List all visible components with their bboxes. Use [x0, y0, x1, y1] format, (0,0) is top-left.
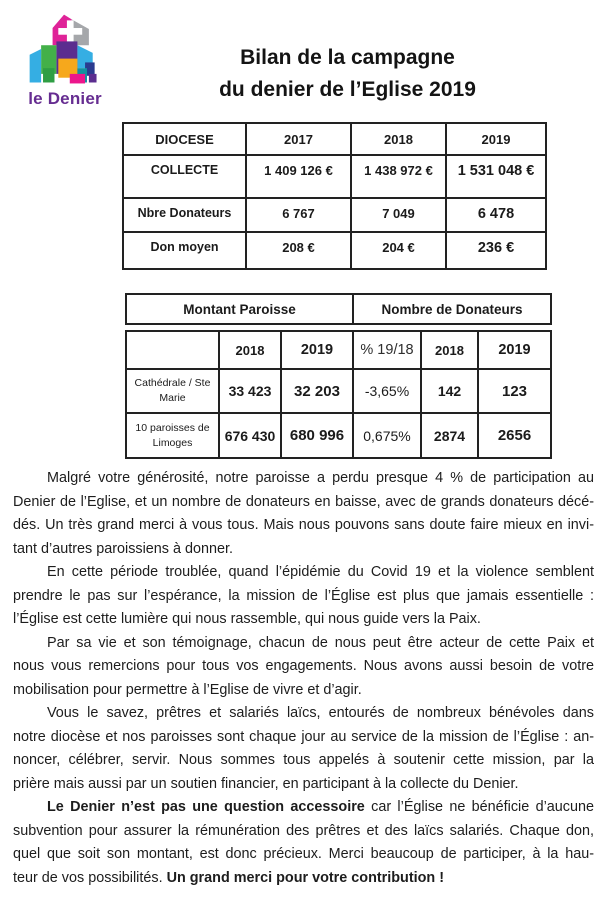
paroisse-table-header — [125, 293, 552, 325]
value-cell: 32 203 — [281, 369, 353, 413]
text-segment: notre diocèse et nos paroisses sont chaque jour au service de la mission de l’Église : an- — [13, 728, 594, 745]
header-cell: 2019 — [281, 331, 353, 369]
header-cell: 2017 — [246, 123, 351, 155]
body-text — [13, 467, 594, 890]
text-segment: l’Église est cette lumière qui nous rassemble, qui nous guide vers la Paix. — [13, 611, 481, 627]
row-label-cell: Don moyen — [123, 232, 246, 269]
table-row — [126, 331, 551, 369]
header-cell: 2018 — [421, 331, 478, 369]
value-cell: 123 — [478, 369, 551, 413]
row-label-cell: 10 paroisses de Limoges — [126, 413, 219, 458]
body-line — [13, 843, 594, 867]
body-line — [13, 773, 594, 797]
header-cell — [126, 331, 219, 369]
text-segment: Par sa vie et son témoignage, chacun de nous peut être acteur de cette Paix et — [47, 634, 594, 651]
text-segment: Malgré votre générosité, notre paroisse a perdu presque 4 % de participation au — [47, 470, 594, 486]
page-title-line1: Bilan de la campagne — [240, 46, 455, 69]
bold-text-segment: Un grand merci pour votre contribution ! — [166, 869, 445, 886]
text-segment: quel que soit son montant, est donc précieux. Merci beaucoup de participer, à la hau- — [13, 846, 594, 862]
group-header-cell: Montant Paroisse — [126, 294, 353, 324]
bold-text-segment: Le Denier n’est pas une question accessoire — [47, 799, 365, 815]
body-line — [13, 726, 594, 750]
value-cell: 6 478 — [446, 198, 546, 232]
body-line — [13, 749, 594, 773]
text-segment: subvention pour assurer la rémunération des prêtres et des laïcs salariés. Chaque don, — [13, 822, 594, 839]
body-line — [13, 561, 594, 585]
row-label-cell: Cathédrale / Ste Marie — [126, 369, 219, 413]
body-line — [13, 867, 594, 891]
table-row — [126, 413, 551, 458]
header-cell: 2018 — [351, 123, 446, 155]
text-segment: Denier de l’Eglise, et un nombre de donateurs en baisse, avec de grands donateurs décé- — [13, 493, 594, 510]
value-cell: 7 049 — [351, 198, 446, 232]
body-line — [13, 702, 594, 726]
value-cell: 2874 — [421, 413, 478, 458]
header-cell: 2019 — [446, 123, 546, 155]
value-cell: 142 — [421, 369, 478, 413]
body-line — [13, 796, 594, 820]
value-cell: 1 531 048 € — [446, 155, 546, 198]
header-cell: 2019 — [478, 331, 551, 369]
text-segment: prendre le pas sur l’espérance, la mission de l’Église est plus que jamais essentielle : — [13, 587, 594, 604]
table-row — [123, 123, 546, 155]
body-line — [13, 820, 594, 844]
text-segment: nous vous remercions pour tous vos engagements. Nous avons aussi besoin de votre — [13, 658, 594, 674]
diocese-table — [122, 122, 547, 270]
body-line — [13, 632, 594, 656]
value-cell: 6 767 — [246, 198, 351, 232]
body-line — [13, 655, 594, 679]
value-cell: 0,675% — [353, 413, 421, 458]
logo-label: le Denier — [28, 89, 102, 108]
value-cell: 236 € — [446, 232, 546, 269]
value-cell: 33 423 — [219, 369, 281, 413]
body-line — [13, 514, 594, 538]
page-title-line2: du denier de l’Eglise 2019 — [219, 78, 476, 101]
value-cell: 676 430 — [219, 413, 281, 458]
table-row — [123, 232, 546, 269]
table-row — [126, 369, 551, 413]
text-segment: prière mais aussi par un soutien financier, en participant à la collecte du Denier. — [13, 775, 519, 792]
header-cell: % 19/18 — [353, 331, 421, 369]
row-label-cell: Nbre Donateurs — [123, 198, 246, 232]
text-segment: tant d’autres paroissiens à donner. — [13, 540, 233, 557]
value-cell: -3,65% — [353, 369, 421, 413]
text-segment: En cette période troublée, quand l’épidémie du Covid 19 et la violence semblent — [47, 564, 594, 580]
text-segment: mobilisation pour permettre à l’Eglise de vivre et d’agir. — [13, 681, 362, 698]
group-header-cell: Nombre de Donateurs — [353, 294, 551, 324]
body-line — [13, 491, 594, 515]
text-segment: noncer, célébrer, servir. Nous sommes tous appelés à soutenir cette mission, par la — [13, 752, 594, 768]
table-row — [126, 294, 551, 324]
value-cell: 680 996 — [281, 413, 353, 458]
paroisse-table — [125, 330, 552, 459]
page-title — [95, 42, 600, 106]
body-line — [13, 679, 594, 703]
header-cell: 2018 — [219, 331, 281, 369]
body-line — [13, 538, 594, 562]
row-label-cell: COLLECTE — [123, 155, 246, 198]
body-line — [13, 467, 594, 491]
value-cell: 1 409 126 € — [246, 155, 351, 198]
text-segment: car l’Église ne bénéficie d’aucune — [364, 799, 594, 815]
table-row — [123, 198, 546, 232]
value-cell: 2656 — [478, 413, 551, 458]
value-cell: 208 € — [246, 232, 351, 269]
text-segment: dés. Un très grand merci à vous tous. Mais nous pouvons sans doute faire mieux en invi- — [13, 517, 594, 533]
text-segment: Vous le savez, prêtres et salariés laïcs, entourés de nombreux bénévoles dans — [47, 705, 594, 721]
header-cell: DIOCESE — [123, 123, 246, 155]
value-cell: 1 438 972 € — [351, 155, 446, 198]
body-line — [13, 585, 594, 609]
text-segment: teur de vos possibilités. — [13, 869, 167, 886]
table-row — [123, 155, 546, 198]
body-line — [13, 608, 594, 632]
value-cell: 204 € — [351, 232, 446, 269]
